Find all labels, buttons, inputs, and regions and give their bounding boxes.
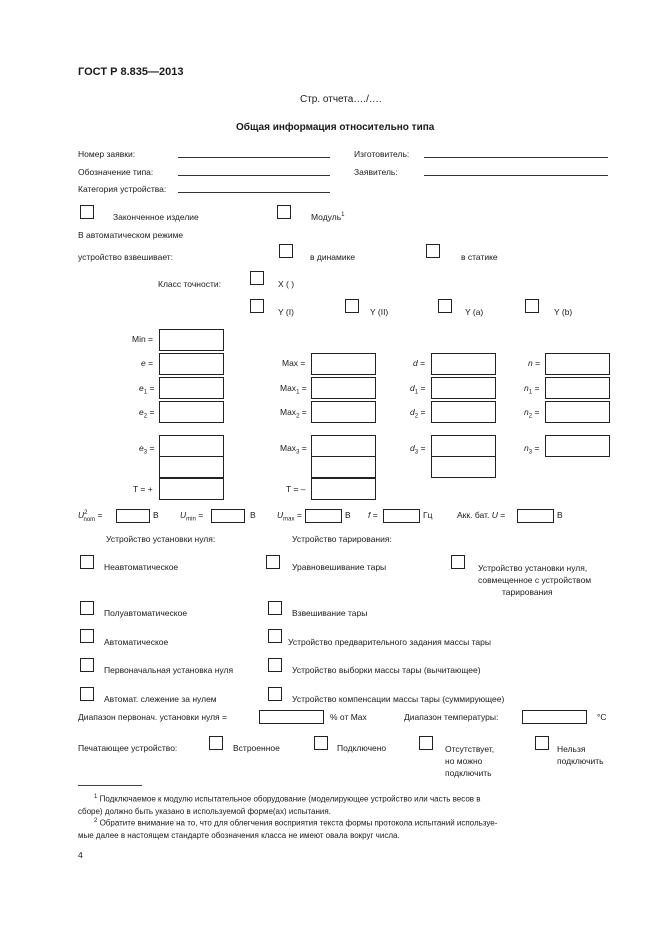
tare-preset-label: Устройство предварительного задания массы тары: [288, 637, 491, 647]
printer-cannot-checkbox[interactable]: [535, 736, 549, 750]
umax-field[interactable]: [305, 509, 342, 523]
printer-absent-checkbox[interactable]: [419, 736, 433, 750]
max1-label: Max$_1$ =: [280, 383, 307, 396]
frequency-field[interactable]: [383, 509, 420, 523]
tare-subtractive-label: Устройство выборки массы тары (вычитающее): [292, 665, 481, 675]
d3-field-upper[interactable]: [431, 435, 496, 457]
non-auto-zero-checkbox[interactable]: [80, 555, 94, 569]
auto-mode-label: В автоматическом режиме: [78, 230, 184, 240]
static-checkbox[interactable]: [426, 244, 440, 258]
class-y-ii-checkbox[interactable]: [345, 299, 359, 313]
standard-code: ГОСТ Р 8.835—2013: [78, 66, 184, 78]
class-x-checkbox[interactable]: [250, 271, 264, 285]
manufacturer-label: Изготовитель:: [354, 149, 410, 159]
d1-label: $d_1$ =: [410, 383, 426, 396]
d1-field[interactable]: [431, 377, 496, 399]
printer-built-in-label: Встроенное: [233, 743, 280, 753]
n3-field[interactable]: [545, 435, 610, 457]
footnote-divider: [78, 785, 142, 786]
printer-built-in-checkbox[interactable]: [209, 736, 223, 750]
class-y-b-checkbox[interactable]: [525, 299, 539, 313]
n1-field[interactable]: [545, 377, 610, 399]
temperature-unit: °С: [597, 712, 607, 722]
max-label: Max =: [282, 358, 306, 368]
finished-product-label: Законченное изделие: [113, 212, 199, 222]
e-label: e =: [141, 358, 154, 368]
d-label: d =: [413, 358, 426, 368]
d3-label: $d_3$ =: [410, 443, 426, 456]
tare-weighing-label: Взвешивание тары: [292, 608, 368, 618]
semi-auto-zero-checkbox[interactable]: [80, 601, 94, 615]
zero-tracking-checkbox[interactable]: [80, 687, 94, 701]
class-y-i-label: Y (I): [278, 307, 294, 317]
temperature-range-label: Диапазон температуры:: [404, 712, 499, 722]
d3-field-lower[interactable]: [431, 456, 496, 478]
e-field[interactable]: [159, 353, 224, 375]
printer-cannot-label: Нельзя подключить: [557, 744, 604, 766]
application-no-field[interactable]: [178, 157, 330, 158]
n3-label: $n_3$ =: [524, 443, 540, 456]
battery-unit: В: [557, 510, 563, 520]
tare-minus-label: T = –: [286, 484, 306, 494]
n2-label: $n_2$ =: [524, 407, 540, 420]
type-designation-label: Обозначение типа:: [78, 167, 154, 177]
n-field[interactable]: [545, 353, 610, 375]
e1-field[interactable]: [159, 377, 224, 399]
tare-balancing-label: Уравновешивание тары: [292, 562, 387, 572]
class-x-label: X ( ): [278, 279, 295, 289]
printer-connected-label: Подключено: [337, 743, 387, 753]
temperature-range-field[interactable]: [522, 710, 587, 724]
n2-field[interactable]: [545, 401, 610, 423]
d-field[interactable]: [431, 353, 496, 375]
percent-max-label: % от Max: [330, 712, 367, 722]
printer-absent-label: Отсутствует, но можно подключить: [445, 744, 495, 778]
device-category-field[interactable]: [178, 192, 330, 193]
printer-connected-checkbox[interactable]: [314, 736, 328, 750]
printer-label: Печатающее устройство:: [78, 743, 178, 753]
tare-plus-label: T = +: [133, 484, 153, 494]
unom-label: $U^2_{nom}$ =: [78, 510, 103, 523]
class-y-i-checkbox[interactable]: [250, 299, 264, 313]
e2-field[interactable]: [159, 401, 224, 423]
max3-field-lower[interactable]: [311, 456, 376, 478]
class-y-a-label: Y (a): [465, 307, 484, 317]
unom-unit: В: [153, 510, 159, 520]
page-title: Общая информация относительно типа: [236, 122, 435, 133]
n-label: n =: [528, 358, 541, 368]
application-no-label: Номер заявки:: [78, 149, 136, 159]
d2-label: $d_2$ =: [410, 407, 426, 420]
combined-zero-tare-checkbox[interactable]: [451, 555, 465, 569]
e3-field-lower[interactable]: [159, 456, 224, 478]
tare-minus-field[interactable]: [311, 478, 376, 500]
frequency-label: f =: [368, 510, 378, 520]
page-number: 4: [78, 850, 83, 860]
tare-subtractive-checkbox[interactable]: [268, 658, 282, 672]
applicant-field[interactable]: [424, 175, 608, 176]
frequency-unit: Гц: [423, 510, 433, 520]
max3-field-upper[interactable]: [311, 435, 376, 457]
tare-additive-label: Устройство компенсации массы тары (суммирующее): [292, 694, 505, 704]
d2-field[interactable]: [431, 401, 496, 423]
combined-zero-tare-label: Устройство установки нуля, совмещенное с устройством тарирования: [478, 563, 592, 597]
tare-plus-field[interactable]: [159, 478, 224, 500]
auto-zero-label: Автоматическое: [104, 637, 169, 647]
max2-field[interactable]: [311, 401, 376, 423]
device-category-label: Категория устройства:: [78, 184, 167, 194]
auto-zero-checkbox[interactable]: [80, 629, 94, 643]
tare-balancing-checkbox[interactable]: [266, 555, 280, 569]
umax-label: $U_{max}$ =: [277, 510, 302, 523]
initial-zero-label: Первоначальная установка нуля: [104, 665, 234, 675]
tare-weighing-checkbox[interactable]: [268, 601, 282, 615]
class-y-b-label: Y (b): [554, 307, 573, 317]
finished-product-checkbox[interactable]: [80, 205, 94, 219]
tare-additive-checkbox[interactable]: [268, 687, 282, 701]
tare-preset-checkbox[interactable]: [268, 629, 282, 643]
max2-label: Max$_2$ =: [280, 407, 307, 420]
initial-zero-range-label: Диапазон первонач. установки нуля =: [78, 712, 227, 722]
max1-field[interactable]: [311, 377, 376, 399]
tare-heading: Устройство тарирования:: [292, 534, 392, 544]
non-auto-zero-label: Неавтоматическое: [104, 562, 179, 572]
type-designation-field[interactable]: [178, 175, 330, 176]
report-page: Стр. отчета…./….: [300, 94, 382, 105]
umin-unit: В: [250, 510, 256, 520]
min-field[interactable]: [159, 329, 224, 351]
e3-label: $e_3$ =: [139, 443, 155, 456]
battery-field[interactable]: [517, 509, 554, 523]
umax-unit: В: [345, 510, 351, 520]
footnote-1: $^1$ Подключаемое к модулю испытательное оборудование (моделирующее устройство или часть весов в сборе) должно быть указано в используемой форме(ах) испытания.: [78, 794, 481, 816]
static-label: в статике: [461, 252, 498, 262]
e2-label: $e_2$ =: [139, 407, 155, 420]
min-label: Min =: [132, 334, 154, 344]
umin-field[interactable]: [211, 509, 245, 523]
class-y-ii-label: Y (II): [370, 307, 389, 317]
accuracy-class-label: Класс точности:: [158, 279, 221, 289]
e1-label: $e_1$ =: [139, 383, 155, 396]
dynamic-checkbox[interactable]: [279, 244, 293, 258]
module-checkbox[interactable]: [277, 205, 291, 219]
manufacturer-field[interactable]: [424, 157, 608, 158]
max3-label: Max$_3$ =: [280, 443, 307, 456]
footnote-2: $^2$ Обратите внимание на то, что для облегчения восприятия текста формы протокола испытаний используе- мые далее в настоящем стандарте обозначения класса не имеют овала вокруг числа.: [78, 818, 498, 840]
zero-tracking-label: Автомат. слежение за нулем: [104, 694, 217, 704]
module-label: Модуль$^1$: [311, 212, 345, 222]
semi-auto-zero-label: Полуавтоматическое: [104, 608, 188, 618]
max-field[interactable]: [311, 353, 376, 375]
n1-label: $n_1$ =: [524, 383, 540, 396]
applicant-label: Заявитель:: [354, 167, 398, 177]
class-y-a-checkbox[interactable]: [438, 299, 452, 313]
e3-field-upper[interactable]: [159, 435, 224, 457]
umin-label: $U_{min}$ =: [180, 510, 204, 523]
weighs-label: устройство взвешивает:: [78, 252, 174, 262]
unom-field[interactable]: [116, 509, 150, 523]
initial-zero-checkbox[interactable]: [80, 658, 94, 672]
zero-setting-heading: Устройство установки нуля:: [106, 534, 216, 544]
dynamic-label: в динамике: [310, 252, 356, 262]
battery-label: Акк. бат. U =: [457, 510, 506, 520]
initial-zero-range-field[interactable]: [259, 710, 324, 724]
